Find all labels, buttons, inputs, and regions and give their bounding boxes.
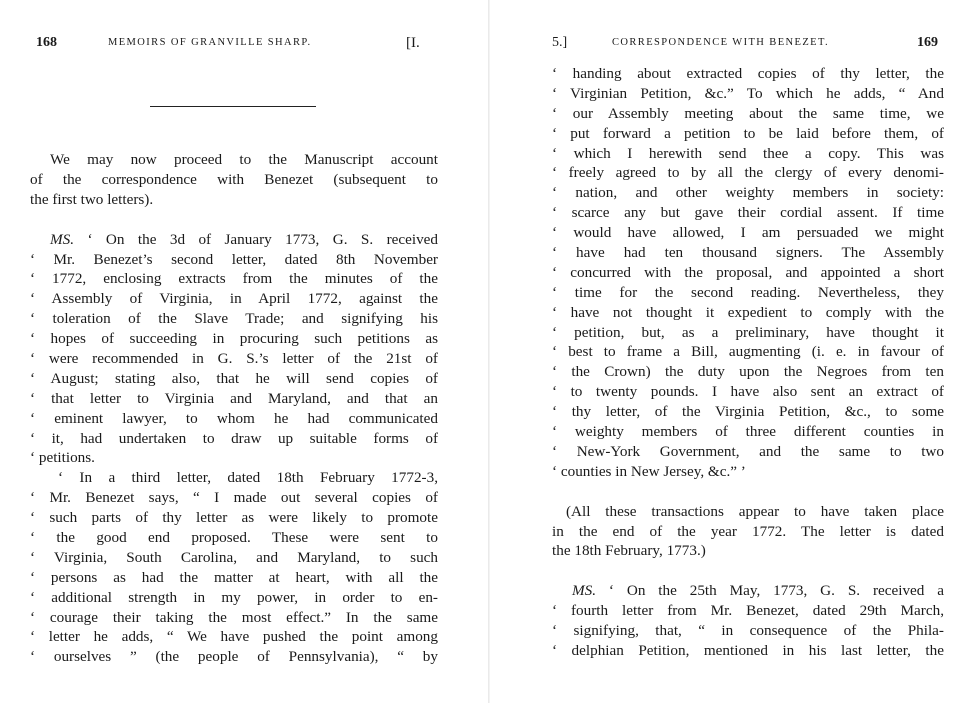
- text-line: ‘ that letter to Virginia and Maryland, and that an: [30, 389, 438, 407]
- text-line: [552, 581, 944, 601]
- text-line: ‘ Virginia, South Carolina, and Maryland, to such: [30, 548, 438, 566]
- text-line: ‘ counties in New Jersey, &c.” ’: [552, 462, 746, 480]
- running-title: CORRESPONDENCE WITH BENEZET.: [612, 37, 830, 48]
- text-line: ‘ it, had undertaken to draw up suitable forms of: [30, 429, 438, 447]
- right-body-text: [552, 64, 944, 661]
- text-line: ‘ scarce any but gave their cordial assent. If time: [552, 204, 944, 222]
- text-line: ‘ courage their taking the most effect.” In the same: [30, 608, 438, 626]
- text-line: ‘ In a third letter, dated 18th February 1772-3,: [58, 469, 438, 487]
- text-line: ‘ put forward a petition to be laid before them, of: [552, 124, 944, 142]
- text-line: ‘ time for the second reading. Nevertheless, they: [552, 283, 944, 301]
- text-line: ‘ letter he adds, “ We have pushed the point among: [30, 628, 438, 646]
- text-line: ‘ fourth letter from Mr. Benezet, dated 29th March,: [552, 602, 944, 620]
- paragraph-gap: [552, 561, 944, 581]
- text-line: ‘ New-York Government, and the same to two: [552, 442, 944, 460]
- page-number: 168: [36, 35, 57, 50]
- text-line: of the correspondence with Benezet (subsequent to: [30, 170, 438, 188]
- text-line: in the end of the year 1772. The letter is dated: [552, 522, 944, 540]
- text-line: ‘ ourselves ” (the people of Pennsylvania), “ by: [30, 648, 438, 666]
- text-line: ‘ eminent lawyer, to whom he had communicated: [30, 409, 438, 427]
- text-line: ‘ toleration of the Slave Trade; and signifying his: [30, 310, 438, 328]
- left-page: [30, 0, 438, 703]
- text-line: ‘ such parts of thy letter as were likely to promote: [30, 509, 438, 527]
- text-line: (All these transactions appear to have taken place: [566, 502, 944, 520]
- right-page: [552, 0, 944, 703]
- text-line-content: ‘ On the 25th May, 1773, G. S. received a: [596, 582, 944, 600]
- text-line: ‘ weighty members of three different counties in: [552, 423, 944, 441]
- text-line: ‘ August; stating also, that he will send copies of: [30, 369, 438, 387]
- paragraph-gap: [552, 482, 944, 502]
- text-line: the 18th February, 1773.): [552, 542, 706, 560]
- text-line: ‘ hopes of succeeding in procuring such petitions as: [30, 330, 438, 348]
- text-line: [30, 230, 438, 250]
- text-line: ‘ which I herewith send thee a copy. This was: [552, 144, 944, 162]
- text-line: ‘ signifying, that, “ in consequence of the Phila-: [552, 622, 944, 640]
- text-line: ‘ best to frame a Bill, augmenting (i. e. in favour of: [552, 343, 944, 361]
- text-line: We may now proceed to the Manuscript account: [50, 151, 438, 168]
- text-line: ‘ were recommended in G. S.’s letter of the 21st of: [30, 350, 438, 368]
- text-line: ‘ thy letter, of the Virginia Petition, &c., to some: [552, 403, 944, 421]
- page-number: 169: [917, 35, 938, 50]
- text-line: ‘ Mr. Benezet says, “ I made out several copies of: [30, 489, 438, 507]
- text-line: ‘ 1772, enclosing extracts from the minutes of the: [30, 270, 438, 288]
- text-line: ‘ Virginian Petition, &c.” To which he adds, “ And: [552, 84, 944, 102]
- book-gutter: [488, 0, 490, 703]
- left-body-text: [30, 150, 438, 667]
- right-running-head: [552, 35, 944, 55]
- ms-marker: MS.: [572, 582, 597, 600]
- text-line: the first two letters).: [30, 190, 154, 208]
- text-line: ‘ would have allowed, I am persuaded we might: [552, 224, 944, 242]
- text-line: ‘ have had ten thousand signers. The Assembly: [552, 244, 944, 262]
- text-line: ‘ additional strength in my power, in order to en-: [30, 588, 438, 606]
- text-line: ‘ Assembly of Virginia, in April 1772, against the: [30, 290, 438, 308]
- text-line-content: ‘ On the 3d of January 1773, G. S. received: [74, 230, 438, 248]
- text-line: ‘ have not thought it expedient to comply with the: [552, 303, 944, 321]
- text-line: ‘ petition, but, as a preliminary, have thought it: [552, 323, 944, 341]
- paragraph-gap: [30, 210, 438, 230]
- text-line: ‘ our Assembly meeting about the same time, we: [552, 104, 944, 122]
- text-line: ‘ handing about extracted copies of thy letter, the: [552, 65, 944, 82]
- section-rule: [150, 106, 316, 107]
- chapter-mark: [I.: [406, 35, 420, 51]
- text-line: ‘ the Crown) the duty upon the Negroes from ten: [552, 363, 944, 381]
- text-line: ‘ petitions.: [30, 449, 95, 467]
- text-line: ‘ to twenty pounds. I have also sent an extract of: [552, 383, 944, 401]
- left-running-head: [30, 35, 438, 55]
- text-line: ‘ persons as had the matter at heart, with all the: [30, 568, 438, 586]
- text-line: ‘ freely agreed to by all the clergy of every denomi-: [552, 164, 944, 182]
- running-title: MEMOIRS OF GRANVILLE SHARP.: [108, 37, 312, 48]
- text-line: ‘ concurred with the proposal, and appointed a short: [552, 263, 944, 281]
- text-line: ‘ Mr. Benezet’s second letter, dated 8th November: [30, 250, 438, 268]
- chapter-mark: 5.]: [552, 35, 568, 50]
- text-line: ‘ the good end proposed. These were sent to: [30, 529, 438, 547]
- text-line: ‘ nation, and other weighty members in society:: [552, 184, 944, 202]
- text-line: ‘ delphian Petition, mentioned in his last letter, the: [552, 642, 944, 660]
- ms-marker: MS.: [50, 230, 75, 248]
